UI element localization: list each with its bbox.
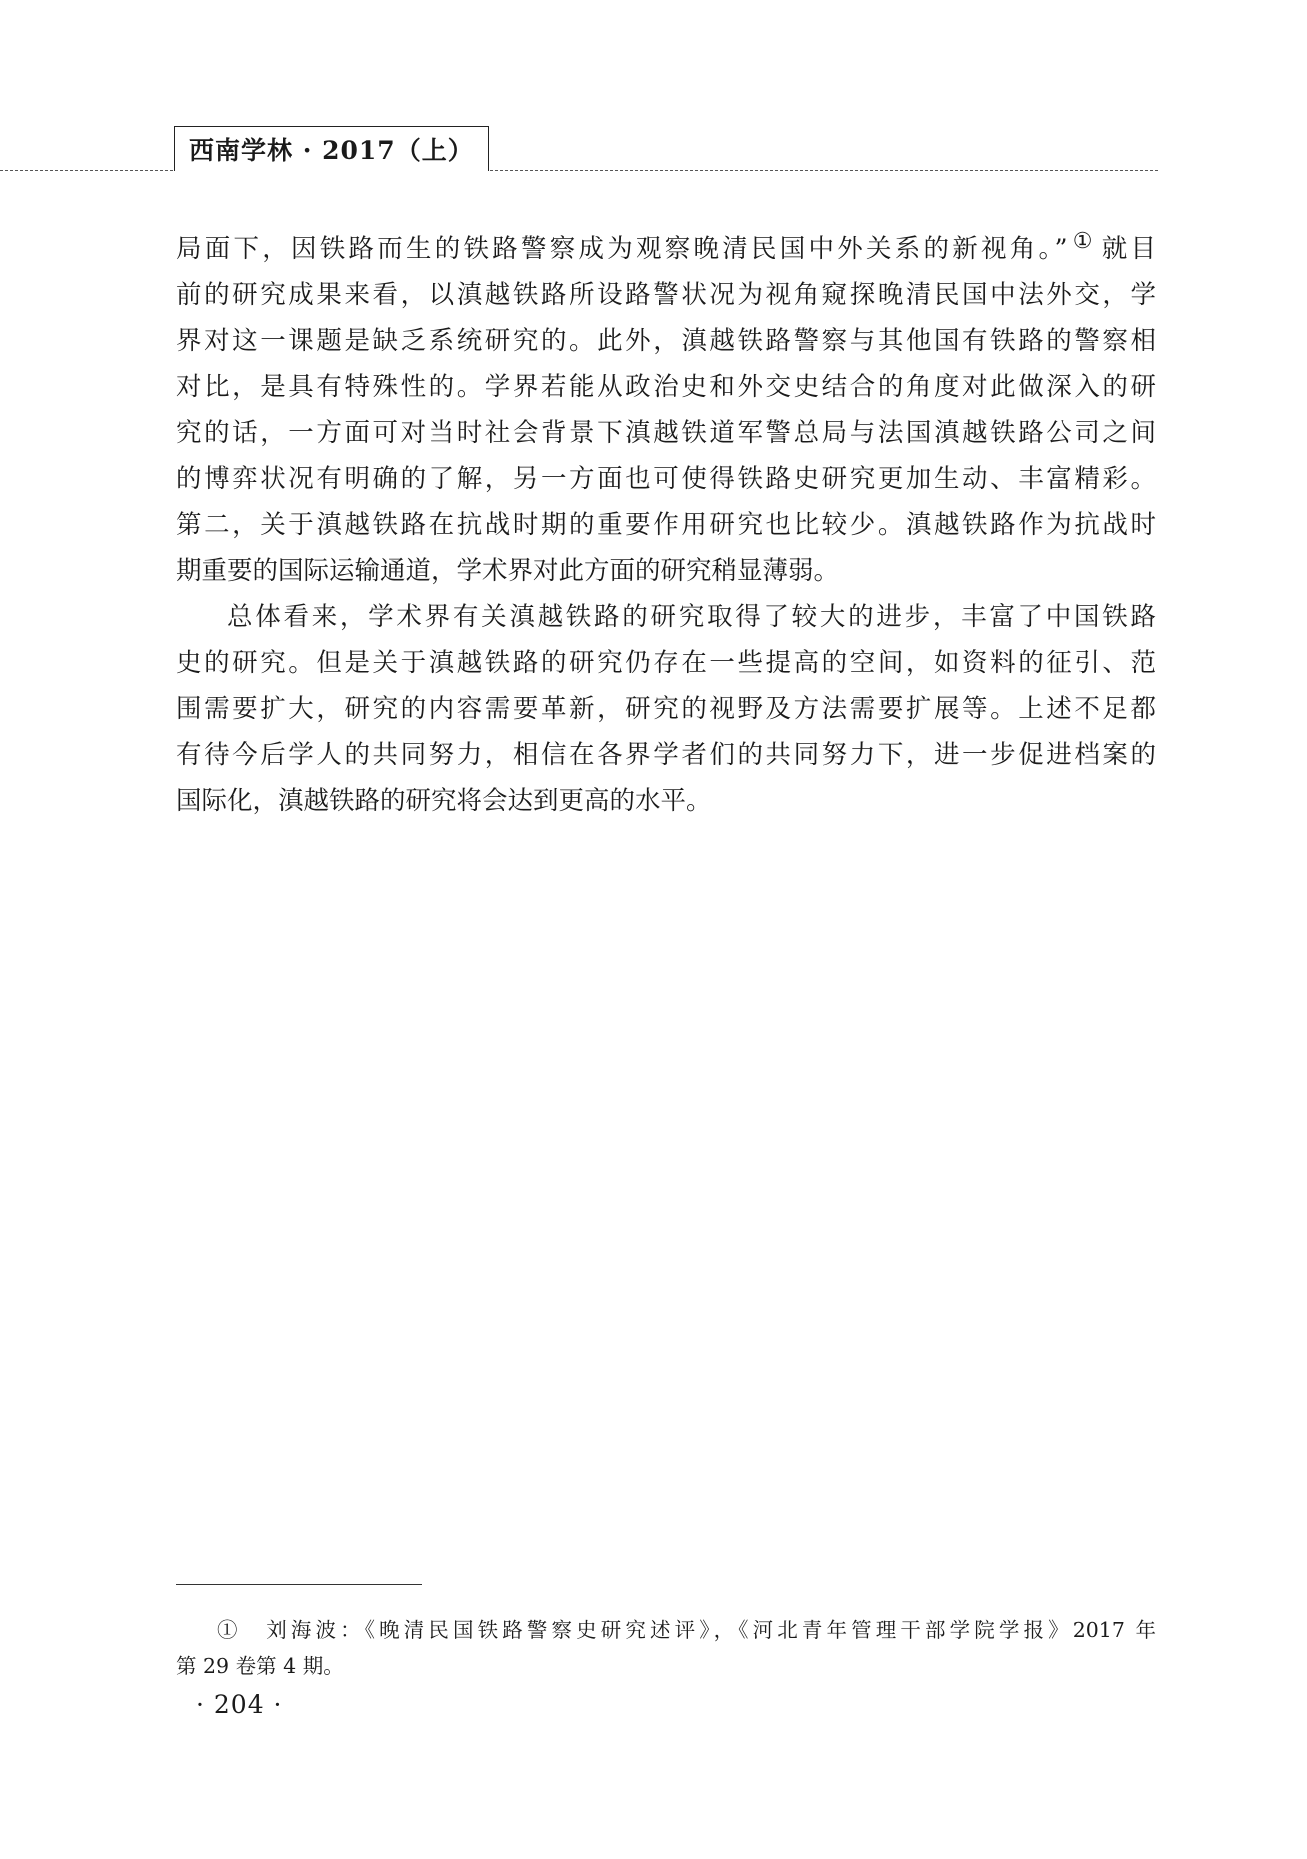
footnote-separator <box>176 1584 422 1585</box>
footnote-1-marker: ① <box>217 1618 242 1642</box>
footnote-1 <box>176 1612 1156 1684</box>
paragraph-2-line-3: 围需要扩大，研究的内容需要革新，研究的视野及方法需要扩展等。上述不足都 <box>176 694 1156 724</box>
paragraph-2-line-5: 国际化，滇越铁路的研究将会达到更高的水平。 <box>176 786 712 816</box>
footnote-reference-1[interactable]: ① <box>1069 229 1096 255</box>
page-number: · 204 · <box>196 1690 283 1719</box>
paragraph-2-line-1: 总体看来，学术界有关滇越铁路的研究取得了较大的进步，丰富了中国铁路 <box>227 602 1156 632</box>
paragraph-2 <box>176 594 1156 824</box>
paragraph-1-line-4: 对比，是具有特殊性的。学界若能从政治史和外交史结合的角度对此做深入的研 <box>176 372 1156 402</box>
paragraph-1-line-3: 界对这一课题是缺乏系统研究的。此外，滇越铁路警察与其他国有铁路的警察相 <box>176 326 1156 356</box>
footnote-1-line-1: ① 刘海波：《晚清民国铁路警察史研究述评》，《河北青年管理干部学院学报》2017 年 <box>217 1618 1156 1642</box>
main-text <box>176 226 1156 824</box>
paragraph-2-line-4: 有待今后学人的共同努力，相信在各界学者们的共同努力下，进一步促进档案的 <box>176 740 1156 770</box>
footnote-1-line-2: 第 29 卷第 4 期。 <box>176 1654 344 1678</box>
paragraph-2-line-2: 史的研究。但是关于滇越铁路的研究仍存在一些提高的空间，如资料的征引、范 <box>176 648 1156 678</box>
paragraph-1-line-2: 前的研究成果来看，以滇越铁路所设路警状况为视角窥探晚清民国中法外交，学 <box>176 280 1156 310</box>
paragraph-1 <box>176 226 1156 594</box>
paragraph-1-line-1: 局面下，因铁路而生的铁路警察成为观察晚清民国中外关系的新视角。”① 就目 <box>176 229 1156 264</box>
paragraph-1-line-6: 的博弈状况有明确的了解，另一方面也可使得铁路史研究更加生动、丰富精彩。 <box>176 464 1156 494</box>
paragraph-1-line-7: 第二，关于滇越铁路在抗战时期的重要作用研究也比较少。滇越铁路作为抗战时 <box>176 510 1156 540</box>
paragraph-1-line-8: 期重要的国际运输通道，学术界对此方面的研究稍显薄弱。 <box>176 556 840 586</box>
running-title: 西南学林 · 2017（上） <box>189 136 474 165</box>
running-header <box>174 126 489 171</box>
paragraph-1-line-5: 究的话，一方面可对当时社会背景下滇越铁道军警总局与法国滇越铁路公司之间 <box>176 418 1156 448</box>
